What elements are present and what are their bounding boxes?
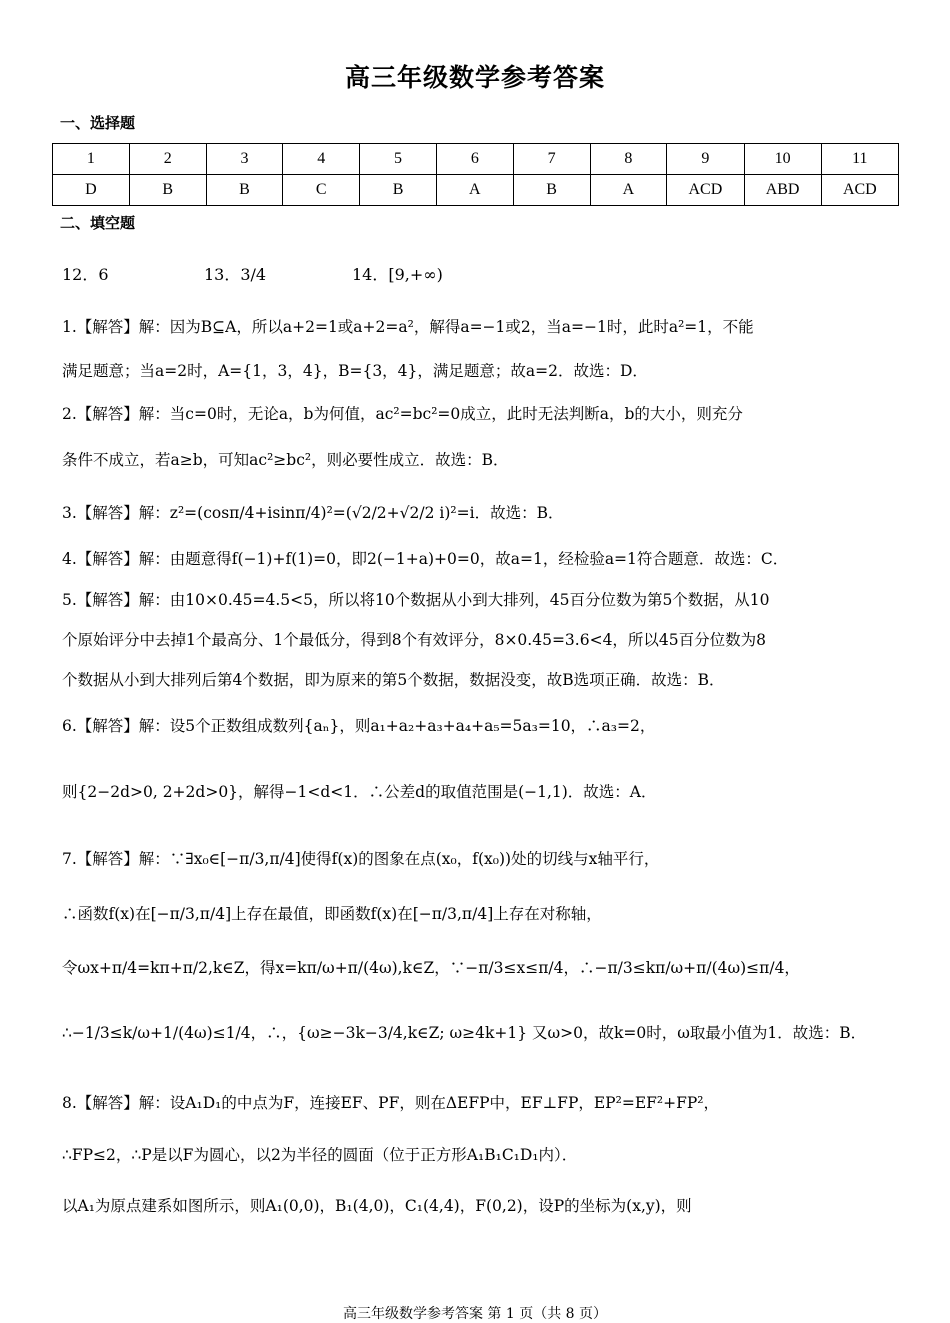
- section-choice-heading: 一、选择题: [60, 114, 136, 132]
- table-cell: B: [129, 175, 206, 206]
- solution-line: 个原始评分中去掉1个最高分、1个最低分，得到8个有效评分，8×0.45=3.6<4，所以45百分位数为8: [62, 631, 767, 649]
- solution-line: 8.【解答】解：设A₁D₁的中点为F，连接EF、PF，则在ΔEFP中，EF⊥FP，EP²=EF²+FP²，: [62, 1094, 719, 1112]
- solution-line: 7.【解答】解：∵∃x₀∈[−π/3,π/4]使得f(x)的图象在点(x₀，f(x₀))处的切线与x轴平行，: [62, 850, 660, 868]
- table-cell: B: [513, 175, 590, 206]
- solution-line: 2.【解答】解：当c=0时，无论a，b为何值，ac²=bc²=0成立，此时无法判断a，b的大小，则充分: [62, 405, 743, 423]
- table-cell: ACD: [667, 175, 744, 206]
- page-title: 高三年级数学参考答案: [344, 63, 605, 92]
- solution-line: ∴−1/3≤k/ω+1/(4ω)≤1/4，∴，{ω≥−3k−3/4,k∈Z; ω≥4k+1} 又ω>0，故k=0时，ω取最小值为1．故选：B．: [62, 1024, 867, 1042]
- solution-line: 3.【解答】解：z²=(cosπ/4+isinπ/4)²=(√2/2+√2/2 i)²=i．故选：B．: [62, 504, 564, 522]
- table-cell: 11: [821, 144, 898, 175]
- answer-q12: 12．6: [62, 265, 109, 284]
- solution-line: 以A₁为原点建系如图所示，则A₁(0,0)，B₁(4,0)，C₁(4,4)，F(0,2)，设P的坐标为(x,y)，则: [62, 1197, 692, 1215]
- table-cell: 4: [283, 144, 360, 175]
- table-row-numbers: [53, 144, 899, 175]
- answer-q14: 14．[9,+∞): [352, 265, 443, 284]
- table-cell: B: [360, 175, 437, 206]
- table-cell: ACD: [821, 175, 898, 206]
- solution-line: 1.【解答】解：因为B⊆A，所以a+2=1或a+2=a²，解得a=−1或2，当a=−1时，此时a²=1，不能: [62, 318, 754, 336]
- table-cell: A: [436, 175, 513, 206]
- answer-q13: 13．3/4: [204, 265, 267, 284]
- table-cell: C: [283, 175, 360, 206]
- table-cell: 2: [129, 144, 206, 175]
- solution-line: ∴函数f(x)在[−π/3,π/4]上存在最值，即函数f(x)在[−π/3,π/4]上存在对称轴，: [62, 905, 602, 923]
- table-cell: 3: [206, 144, 283, 175]
- solution-line: 令ωx+π/4=kπ+π/2,k∈Z，得x=kπ/ω+π/(4ω),k∈Z，∵−π/3≤x≤π/4，∴−π/3≤kπ/ω+π/(4ω)≤π/4，: [62, 959, 800, 977]
- page-footer: 高三年级数学参考答案 第 1 页（共 8 页）: [342, 1306, 608, 1322]
- section-fill-heading: 二、填空题: [60, 214, 136, 232]
- solution-line: 则{2−2d>0, 2+2d>0}，解得−1<d<1．∴公差d的取值范围是(−1,1)．故选：A．: [62, 783, 657, 801]
- fill-answers: [62, 258, 882, 298]
- table-cell: 5: [360, 144, 437, 175]
- solution-line: 4.【解答】解：由题意得f(−1)+f(1)=0，即2(−1+a)+0=0，故a=1，经检验a=1符合题意．故选：C．: [62, 550, 789, 568]
- table-cell: 10: [744, 144, 821, 175]
- table-cell: D: [53, 175, 130, 206]
- solution-line: ∴FP≤2，∴P是以F为圆心，以2为半径的圆面（位于正方形A₁B₁C₁D₁内）．: [62, 1146, 578, 1164]
- solution-line: 满足题意；当a=2时，A={1，3，4}，B={3，4}，满足题意；故a=2．故选：D．: [62, 362, 648, 380]
- solution-line: 6.【解答】解：设5个正数组成数列{aₙ}，则a₁+a₂+a₃+a₄+a₅=5a₃=10，∴a₃=2，: [62, 717, 656, 735]
- table-row-answers: [53, 175, 899, 206]
- choice-answer-table: [52, 143, 899, 206]
- table-cell: 1: [53, 144, 130, 175]
- table-cell: 7: [513, 144, 590, 175]
- solution-line: 5.【解答】解：由10×0.45=4.5<5，所以将10个数据从小到大排列，45百分位数为第5个数据，从10: [62, 591, 770, 609]
- solution-line: 条件不成立，若a≥b，可知ac²≥bc²，则必要性成立．故选：B．: [62, 451, 509, 469]
- solution-line: 个数据从小到大排列后第4个数据，即为原来的第5个数据，数据没变，故B选项正确．故选：B．: [62, 671, 725, 689]
- table-cell: A: [590, 175, 667, 206]
- table-cell: ABD: [744, 175, 821, 206]
- table-cell: 8: [590, 144, 667, 175]
- table-cell: 6: [436, 144, 513, 175]
- table-cell: B: [206, 175, 283, 206]
- table-cell: 9: [667, 144, 744, 175]
